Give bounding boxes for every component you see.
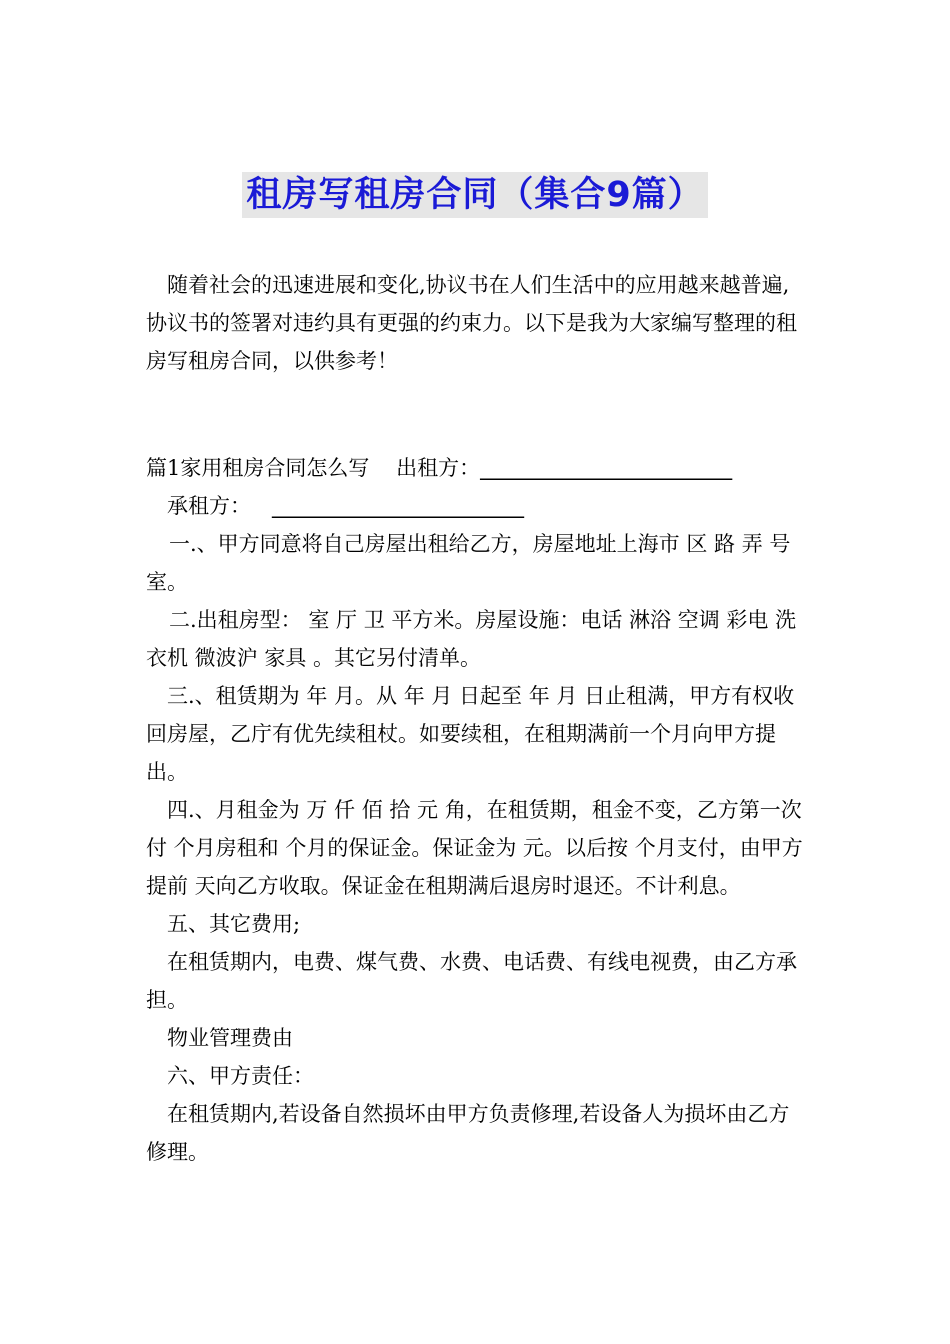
clause-4: 四.、月租金为 万 仟 佰 拾 元 角，在租赁期，租金不变，乙方第一次付 个月房租和 个月的保证金。保证金为 元。以后按 个月支付，由甲方提前 天向乙方收取。保证金在租期满后退房时退还。不计利息。 [146, 798, 803, 898]
title-container [0, 172, 950, 218]
lessor-blank: ________________________ [480, 456, 733, 480]
intro-paragraph: 随着社会的迅速进展和变化,协议书在人们生活中的应用越来越普遍,协议书的签署对违约具有更强的约束力。以下是我为大家编写整理的租房写租房合同，以供参考！ [146, 273, 797, 373]
document-title: 租房写租房合同（集合9篇） [242, 172, 707, 218]
clause-3: 三.、租赁期为 年 月。从 年 月 日起至 年 月 日止租满，甲方有权收回房屋，乙庁有优先续租杖。如要续租，在租期满前一个月向甲方提出。 [146, 684, 795, 784]
clause-6-body: 在租赁期内,若设备自然损坏由甲方负责修理,若设备人为损坏由乙方修理。 [146, 1102, 790, 1164]
clause-6-heading: 六、甲方责任： [167, 1064, 314, 1088]
clause-5-management-fee: 物业管理费由 [167, 1026, 293, 1050]
section-heading-line [146, 449, 810, 487]
lessee-label: 承租方： [167, 494, 251, 518]
clause-5-body: 在租赁期内，电费、煤气费、水费、电话费、有线电视费，由乙方承担。 [146, 950, 797, 1012]
lessee-line [146, 487, 810, 525]
lessee-blank: ________________________ [272, 494, 524, 518]
clause-1: 一.、甲方同意将自己房屋出租给乙方，房屋地址上海市 区 路 弄 号 室。 [146, 532, 791, 594]
clause-2: 二.出租房型： 室 厅 卫 平方米。房屋设施：电话 淋浴 空调 彩电 洗衣机 微波沪 家具 。其它另付清单。 [146, 608, 797, 670]
contract-body [146, 449, 810, 1171]
lessor-label: 出租方： [396, 456, 481, 480]
section-heading: 篇1家用租房合同怎么写 [146, 456, 370, 480]
clause-5-heading: 五、其它费用; [167, 912, 301, 936]
